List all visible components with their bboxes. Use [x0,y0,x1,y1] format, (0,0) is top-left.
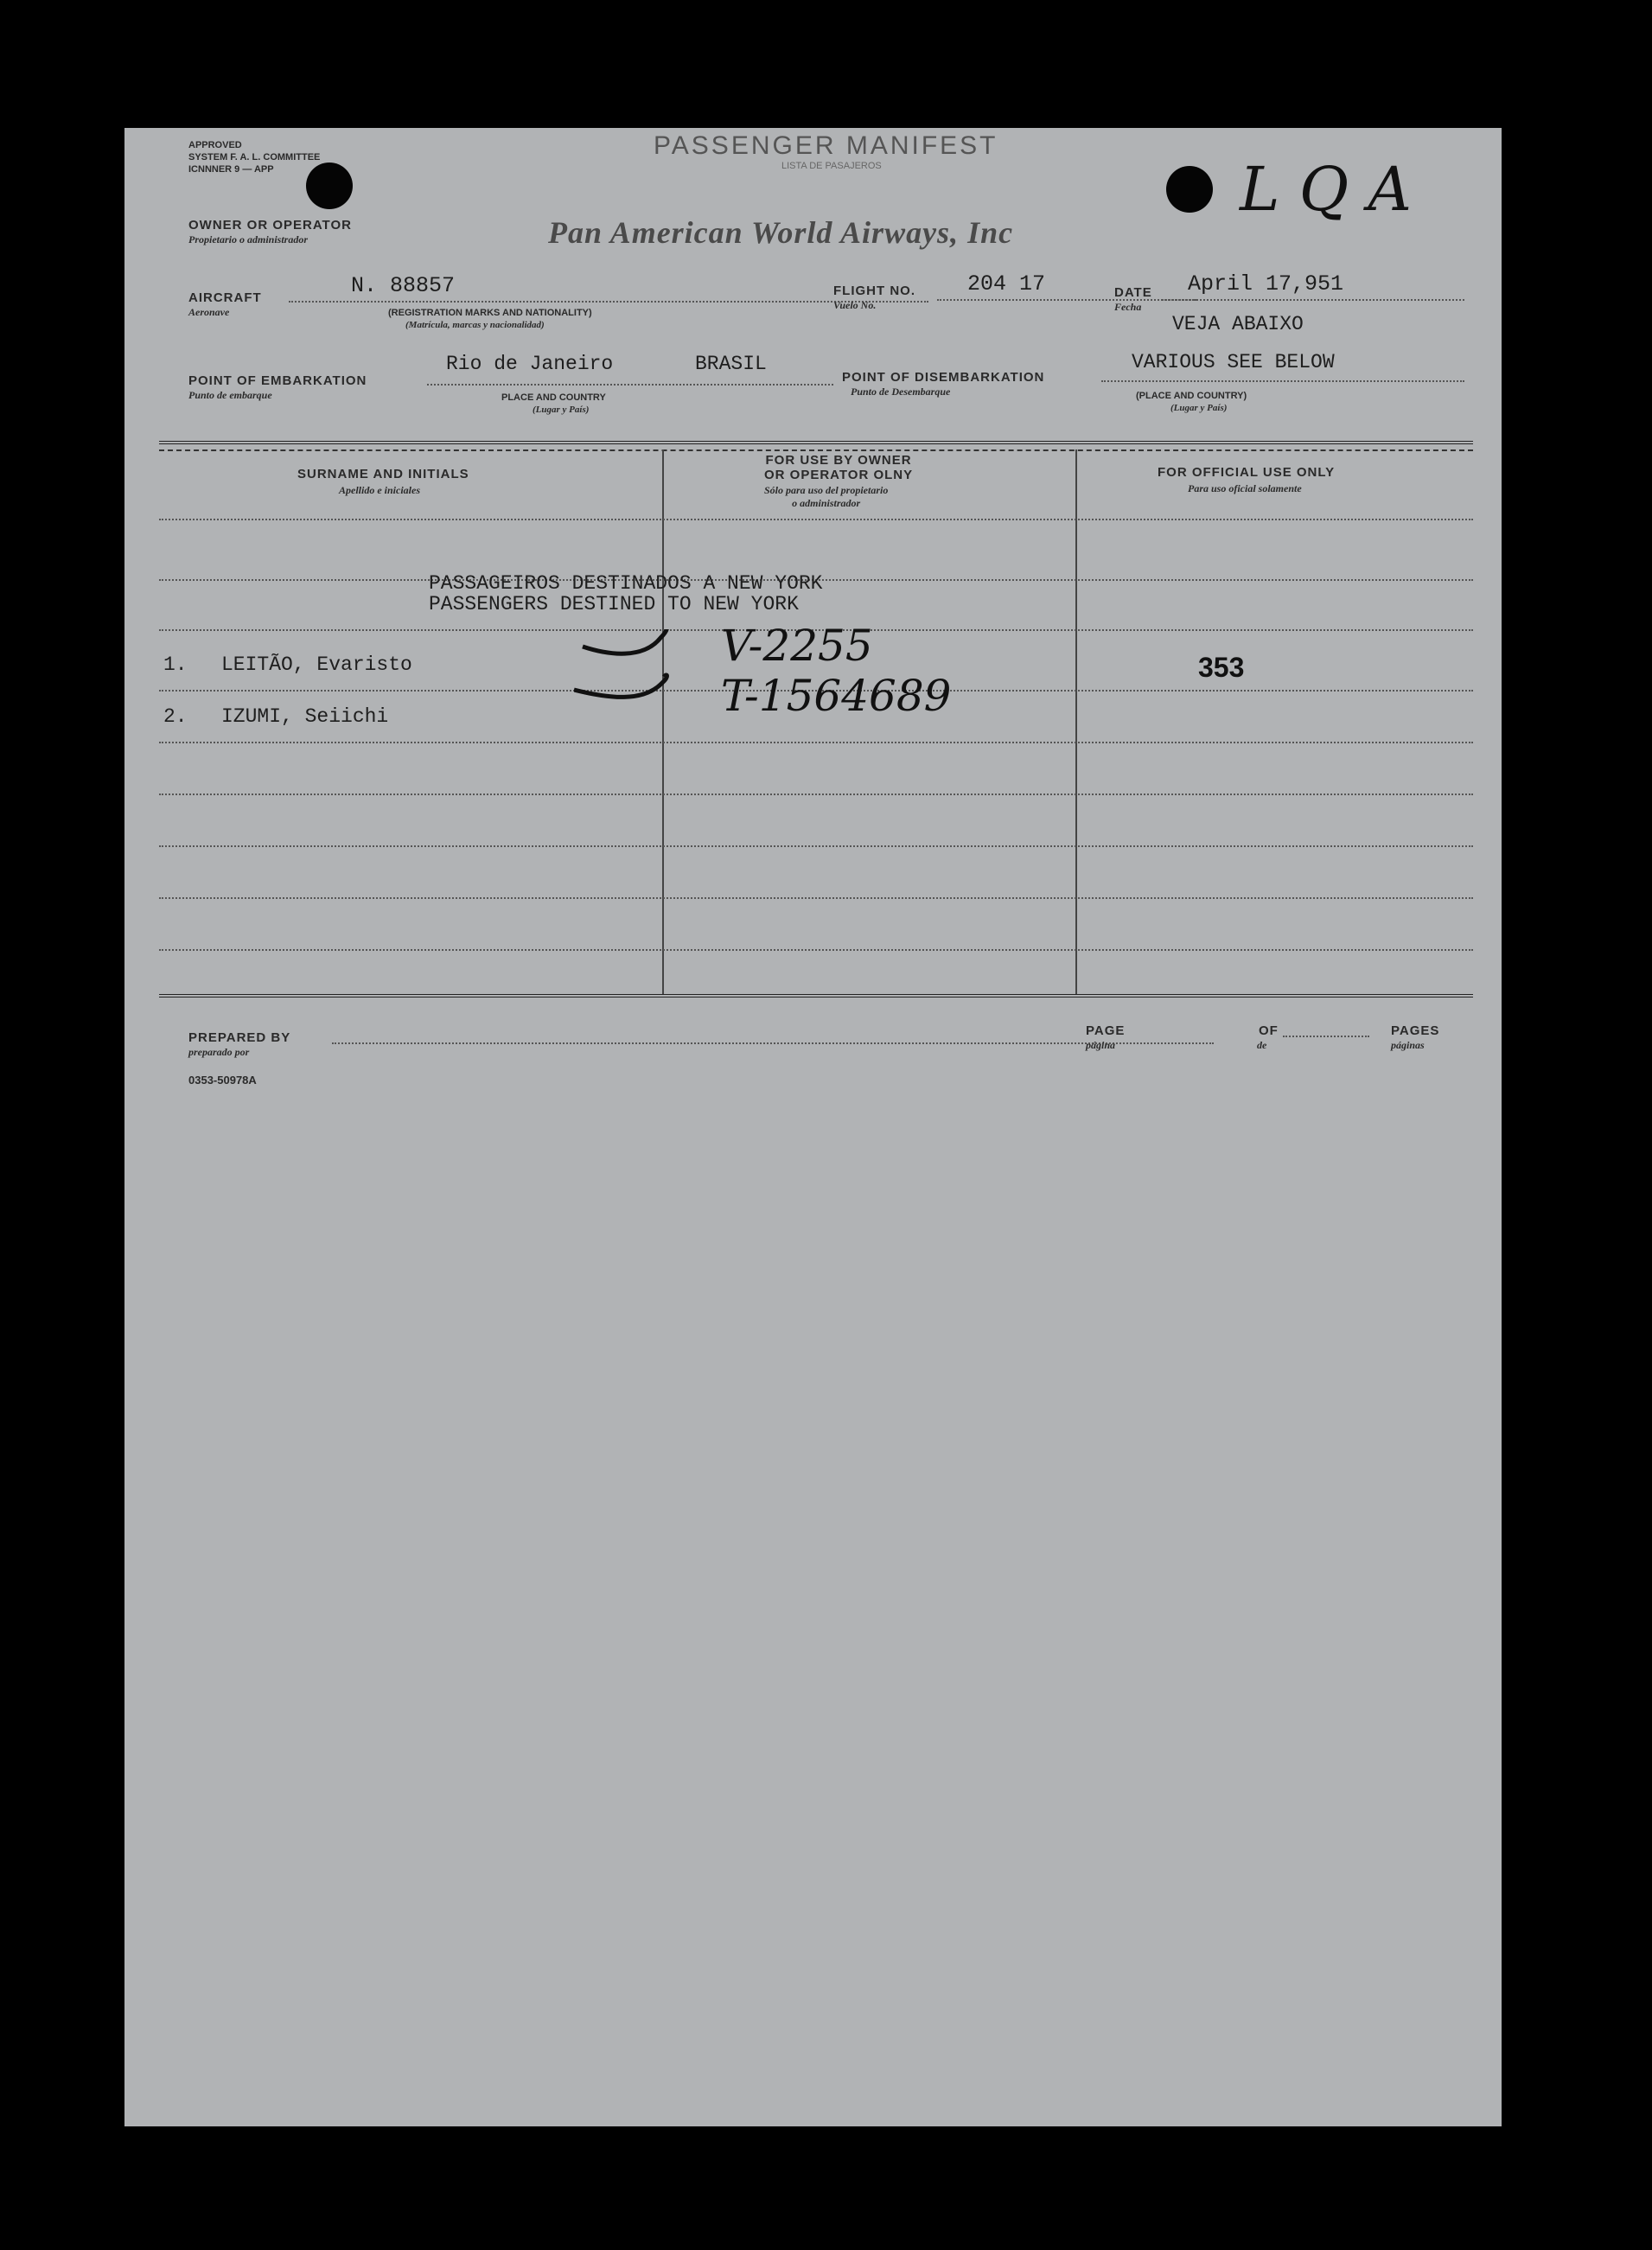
page-title: PASSENGER MANIFEST [654,131,998,160]
column-subheader-surname: Apellido e iniciales [339,484,420,496]
flight-label: FLIGHT NO. [833,284,915,298]
column-header-surname: SURNAME AND INITIALS [297,467,469,481]
header-bottom-rule [159,519,1473,520]
place-caption-2: (PLACE AND COUNTRY) [1136,391,1247,401]
column-header-official: FOR OFFICIAL USE ONLY [1158,465,1336,480]
passenger-name: IZUMI, Seiichi [221,705,389,728]
flight-label-es: Vuelo No. [833,299,877,311]
embark-label-es: Punto de embarque [188,389,272,401]
row-rule [159,897,1473,899]
owner-label: OWNER OR OPERATOR [188,218,352,233]
disembark-line [1101,380,1464,382]
table-top-rule-2 [159,449,1473,451]
pages-label-es: páginas [1391,1039,1425,1051]
owner-label-es: Propietario o administrador [188,233,309,245]
approved-line: SYSTEM F. A. L. COMMITTEE [188,152,321,163]
company-name: Pan American World Airways, Inc [548,215,1014,250]
registration-caption-es: (Matrícula, marcas y nacionalidad) [405,320,545,330]
table-bottom-rule [159,994,1473,998]
flight-value: 204 17 [967,271,1046,296]
prepared-label: PREPARED BY [188,1030,291,1045]
disembark-label-es: Punto de Desembarque [851,386,951,398]
flight-line [937,299,1196,301]
aircraft-line [289,301,928,303]
aircraft-label-es: Aeronave [188,306,230,318]
page-label: PAGE [1086,1023,1126,1038]
prepared-label-es: preparado por [188,1046,250,1058]
column-divider [1075,449,1077,994]
prepared-line [332,1042,1214,1044]
handwritten-ticket: T-1564689 [721,671,952,721]
passenger-number: 2. [163,705,188,728]
date-value: April 17,951 [1188,271,1344,296]
place-caption-es: (Lugar y País) [533,405,590,415]
of-label: OF [1259,1023,1279,1038]
row-rule [159,742,1473,743]
destination-header-en: PASSENGERS DESTINED TO NEW YORK [429,593,799,615]
embark-city: Rio de Janeiro [446,353,614,375]
manifest-sheet [124,128,1502,2126]
aircraft-label: AIRCRAFT [188,290,262,305]
column-header-owner: FOR USE BY OWNER OR OPERATOR OLNY [764,453,914,482]
date-label: DATE [1114,285,1152,300]
passenger-official-number: 353 [1198,652,1245,683]
row-rule [159,794,1473,795]
pages-label: PAGES [1391,1023,1440,1038]
punch-hole [306,163,353,209]
place-caption: PLACE AND COUNTRY [501,392,606,403]
date-line [1162,299,1464,301]
embark-label: POINT OF EMBARKATION [188,373,367,388]
embark-line [427,384,833,386]
approved-line: ICNNNER 9 — APP [188,164,274,175]
handwritten-check-marks [574,629,686,724]
row-rule [159,949,1473,951]
page-subtitle: LISTA DE PASAJEROS [781,161,882,171]
disembark-label: POINT OF DISEMBARKATION [842,370,1045,385]
passenger-name: LEITÃO, Evaristo [221,653,412,676]
embark-country: BRASIL [695,353,767,375]
place-caption-2-es: (Lugar y País) [1170,403,1228,413]
aircraft-value: N. 88857 [351,273,456,298]
table-top-rule [159,441,1473,444]
corner-mark: L Q A [1240,154,1412,225]
approved-line: APPROVED [188,140,242,150]
of-line [1283,1036,1369,1037]
form-number: 0353-50978A [188,1074,257,1087]
passenger-number: 1. [163,653,188,676]
of-label-es: de [1257,1039,1267,1051]
page-label-es: página [1086,1039,1116,1051]
punch-hole [1166,166,1213,213]
column-subheader-official: Para uso oficial solamente [1188,482,1302,494]
date-label-es: Fecha [1114,301,1142,313]
destination-header-pt: PASSAGEIROS DESTINADOS A NEW YORK [429,572,823,595]
disembark-note: VEJA ABAIXO [1172,313,1304,335]
row-rule [159,845,1473,847]
registration-caption: (REGISTRATION MARKS AND NATIONALITY) [388,308,592,318]
column-subheader-owner: Sólo para uso del propietario o administrador [764,484,889,509]
handwritten-visa: V-2255 [721,621,873,671]
disembark-value: VARIOUS SEE BELOW [1132,351,1335,373]
